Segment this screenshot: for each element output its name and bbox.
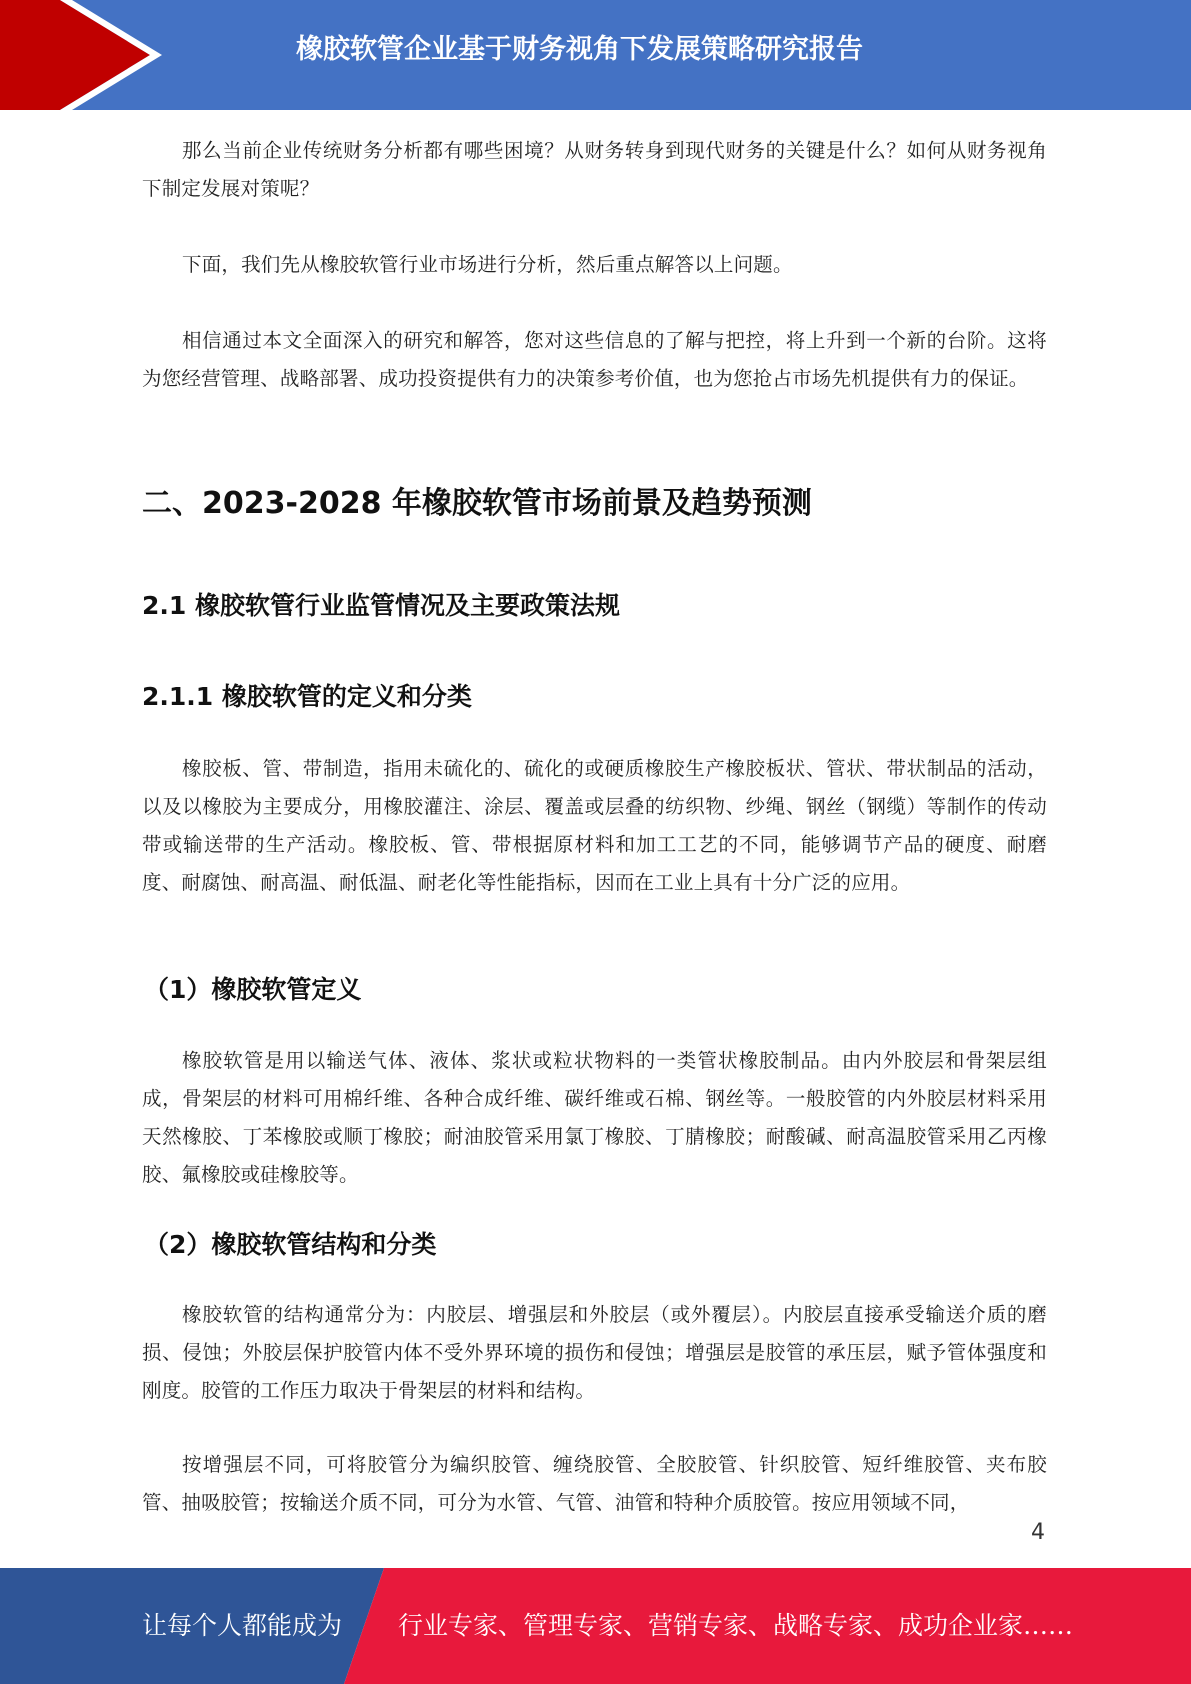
paragraph-text: 那么当前企业传统财务分析都有哪些困境？从财务转身到现代财务的关键是什么？如何从财务视角下制定发展对策呢？ xyxy=(142,139,1047,200)
intro-paragraph-2 xyxy=(142,246,1047,284)
definition-intro-paragraph xyxy=(142,750,1047,902)
footer-slogan-left: 让每个人都能成为 xyxy=(142,1611,343,1640)
hose-structure-heading: （2）橡胶软管结构和分类 xyxy=(144,1230,437,1259)
section-2-1-1-heading: 2.1.1 橡胶软管的定义和分类 xyxy=(142,682,472,711)
intro-paragraph-1 xyxy=(142,132,1047,208)
paragraph-text: 下面，我们先从橡胶软管行业市场进行分析，然后重点解答以上问题。 xyxy=(182,253,793,276)
hose-structure-paragraph-2 xyxy=(142,1446,1047,1522)
paragraph-text: 橡胶软管是用以输送气体、液体、浆状或粒状物料的一类管状橡胶制品。由内外胶层和骨架层组成，骨架层的材料可用棉纤维、各种合成纤维、碳纤维或石棉、钢丝等。一般胶管的内外胶层材料采用天然橡胶、丁苯橡胶或顺丁橡胶；耐油胶管采用氯丁橡胶、丁腈橡胶；耐酸碱、耐高温胶管采用乙丙橡胶、氟橡胶或硅橡胶等。 xyxy=(142,1049,1047,1186)
hose-definition-heading: （1）橡胶软管定义 xyxy=(144,975,362,1004)
paragraph-text: 橡胶软管的结构通常分为：内胶层、增强层和外胶层（或外覆层）。内胶层直接承受输送介质的磨损、侵蚀；外胶层保护胶管内体不受外界环境的损伤和侵蚀；增强层是胶管的承压层，赋予管体强度和刚度。胶管的工作压力取决于骨架层的材料和结构。 xyxy=(142,1303,1047,1402)
page-number: 4 xyxy=(1031,1520,1045,1545)
paragraph-text: 相信通过本文全面深入的研究和解答，您对这些信息的了解与把控，将上升到一个新的台阶。这将为您经营管理、战略部署、成功投资提供有力的决策参考价值，也为您抢占市场先机提供有力的保证。 xyxy=(142,329,1047,390)
intro-paragraph-3 xyxy=(142,322,1047,398)
header-red-chevron xyxy=(0,0,150,110)
footer-banner xyxy=(0,1568,1191,1684)
footer-slogan-right: 行业专家、管理专家、营销专家、战略专家、成功企业家…… xyxy=(398,1611,1074,1640)
section-2-heading: 二、2023-2028 年橡胶软管市场前景及趋势预测 xyxy=(142,486,812,521)
section-2-1-heading: 2.1 橡胶软管行业监管情况及主要政策法规 xyxy=(142,591,620,620)
paragraph-text: 橡胶板、管、带制造，指用未硫化的、硫化的或硬质橡胶生产橡胶板状、管状、带状制品的活动，以及以橡胶为主要成分，用橡胶灌注、涂层、覆盖或层叠的纺织物、纱绳、钢丝（钢缆）等制作的传动带或输送带的生产活动。橡胶板、管、带根据原材料和加工工艺的不同，能够调节产品的硬度、耐磨度、耐腐蚀、耐高温、耐低温、耐老化等性能指标，因而在工业上具有十分广泛的应用。 xyxy=(142,757,1047,894)
paragraph-text: 按增强层不同，可将胶管分为编织胶管、缠绕胶管、全胶胶管、针织胶管、短纤维胶管、夹布胶管、抽吸胶管；按输送介质不同，可分为水管、气管、油管和特种介质胶管。按应用领域不同， xyxy=(142,1453,1047,1514)
document-title: 橡胶软管企业基于财务视角下发展策略研究报告 xyxy=(296,34,863,65)
hose-definition-paragraph xyxy=(142,1042,1047,1194)
header-banner xyxy=(0,0,1191,110)
hose-structure-paragraph-1 xyxy=(142,1296,1047,1410)
